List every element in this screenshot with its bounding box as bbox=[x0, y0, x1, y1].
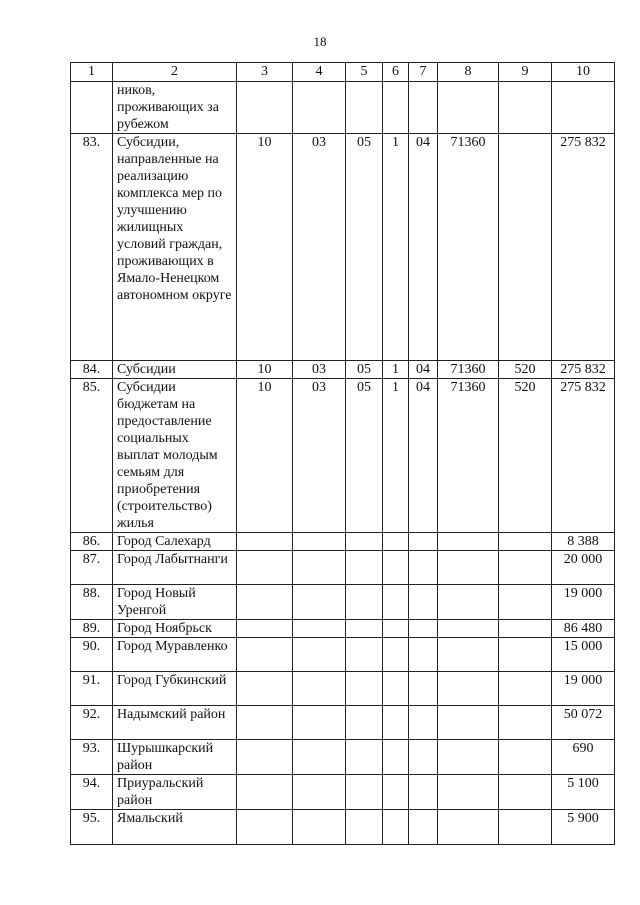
code-cell bbox=[499, 775, 552, 810]
code-cell bbox=[383, 82, 409, 134]
code-cell bbox=[346, 82, 383, 134]
code-cell bbox=[438, 638, 499, 672]
amount-cell: 5 100 bbox=[552, 775, 615, 810]
row-number-cell: 94. bbox=[71, 775, 113, 810]
code-cell bbox=[438, 82, 499, 134]
code-cell bbox=[409, 672, 438, 706]
column-header: 3 bbox=[237, 63, 293, 82]
code-cell bbox=[499, 82, 552, 134]
code-cell bbox=[438, 620, 499, 638]
code-cell bbox=[499, 672, 552, 706]
row-number-cell: 89. bbox=[71, 620, 113, 638]
table-row bbox=[71, 82, 615, 134]
row-name-cell: Субсидии, направленные на реализацию комплекса мер по улучшению жилищных условий граждан, проживающих в Ямало-Ненецком автономном округе bbox=[113, 134, 237, 361]
code-cell bbox=[383, 620, 409, 638]
code-cell bbox=[237, 706, 293, 740]
code-cell bbox=[499, 533, 552, 551]
code-cell bbox=[346, 533, 383, 551]
row-number-cell: 88. bbox=[71, 585, 113, 620]
code-cell bbox=[293, 740, 346, 775]
page-number: 18 bbox=[313, 34, 327, 49]
code-cell bbox=[346, 638, 383, 672]
code-cell bbox=[383, 672, 409, 706]
table-row bbox=[71, 533, 615, 551]
code-cell bbox=[237, 82, 293, 134]
row-name-cell: Приуральский район bbox=[113, 775, 237, 810]
code-cell: 10 bbox=[237, 134, 293, 361]
column-header: 7 bbox=[409, 63, 438, 82]
code-cell: 71360 bbox=[438, 134, 499, 361]
code-cell bbox=[293, 810, 346, 845]
code-cell bbox=[409, 585, 438, 620]
table-row bbox=[71, 134, 615, 361]
column-header: 9 bbox=[499, 63, 552, 82]
code-cell bbox=[346, 551, 383, 585]
code-cell bbox=[383, 551, 409, 585]
code-cell bbox=[237, 810, 293, 845]
code-cell bbox=[499, 620, 552, 638]
code-cell bbox=[346, 672, 383, 706]
row-number-cell: 95. bbox=[71, 810, 113, 845]
code-cell: 04 bbox=[409, 134, 438, 361]
code-cell bbox=[346, 775, 383, 810]
code-cell bbox=[383, 810, 409, 845]
code-cell bbox=[409, 620, 438, 638]
code-cell bbox=[499, 585, 552, 620]
code-cell bbox=[383, 706, 409, 740]
code-cell: 71360 bbox=[438, 379, 499, 533]
table-row bbox=[71, 379, 615, 533]
code-cell: 03 bbox=[293, 361, 346, 379]
code-cell: 71360 bbox=[438, 361, 499, 379]
column-header: 10 bbox=[552, 63, 615, 82]
code-cell bbox=[293, 638, 346, 672]
row-name-cell: Город Лабытнанги bbox=[113, 551, 237, 585]
amount-cell bbox=[552, 82, 615, 134]
code-cell bbox=[438, 810, 499, 845]
code-cell: 1 bbox=[383, 134, 409, 361]
code-cell bbox=[383, 775, 409, 810]
code-cell bbox=[293, 706, 346, 740]
code-cell bbox=[293, 672, 346, 706]
code-cell bbox=[237, 585, 293, 620]
code-cell bbox=[346, 620, 383, 638]
row-name-cell: Город Салехард bbox=[113, 533, 237, 551]
amount-cell: 19 000 bbox=[552, 585, 615, 620]
row-number-cell: 85. bbox=[71, 379, 113, 533]
row-name-cell: ников, проживающих за рубежом bbox=[113, 82, 237, 134]
code-cell: 10 bbox=[237, 379, 293, 533]
code-cell bbox=[293, 533, 346, 551]
table-row bbox=[71, 706, 615, 740]
code-cell bbox=[409, 638, 438, 672]
code-cell bbox=[237, 620, 293, 638]
amount-cell: 15 000 bbox=[552, 638, 615, 672]
row-number-cell bbox=[71, 82, 113, 134]
column-header: 1 bbox=[71, 63, 113, 82]
code-cell bbox=[383, 740, 409, 775]
code-cell bbox=[409, 551, 438, 585]
amount-cell: 275 832 bbox=[552, 361, 615, 379]
row-name-cell: Город Новый Уренгой bbox=[113, 585, 237, 620]
table-row bbox=[71, 638, 615, 672]
column-header: 6 bbox=[383, 63, 409, 82]
code-cell: 05 bbox=[346, 361, 383, 379]
row-name-cell: Надымский район bbox=[113, 706, 237, 740]
table-row bbox=[71, 740, 615, 775]
code-cell bbox=[438, 585, 499, 620]
code-cell: 1 bbox=[383, 379, 409, 533]
code-cell bbox=[346, 740, 383, 775]
table-row bbox=[71, 620, 615, 638]
header-row bbox=[71, 63, 615, 82]
amount-cell: 19 000 bbox=[552, 672, 615, 706]
row-name-cell: Ямальский bbox=[113, 810, 237, 845]
code-cell bbox=[237, 551, 293, 585]
code-cell bbox=[293, 551, 346, 585]
code-cell bbox=[409, 82, 438, 134]
code-cell: 1 bbox=[383, 361, 409, 379]
table-row bbox=[71, 361, 615, 379]
amount-cell: 20 000 bbox=[552, 551, 615, 585]
row-name-cell: Город Губкинский bbox=[113, 672, 237, 706]
amount-cell: 8 388 bbox=[552, 533, 615, 551]
code-cell bbox=[438, 551, 499, 585]
row-number-cell: 90. bbox=[71, 638, 113, 672]
code-cell bbox=[237, 775, 293, 810]
code-cell bbox=[237, 740, 293, 775]
code-cell bbox=[383, 533, 409, 551]
code-cell: 03 bbox=[293, 134, 346, 361]
code-cell bbox=[499, 638, 552, 672]
row-number-cell: 86. bbox=[71, 533, 113, 551]
row-number-cell: 93. bbox=[71, 740, 113, 775]
row-number-cell: 83. bbox=[71, 134, 113, 361]
row-number-cell: 91. bbox=[71, 672, 113, 706]
code-cell bbox=[438, 672, 499, 706]
code-cell bbox=[346, 585, 383, 620]
code-cell bbox=[409, 706, 438, 740]
table-row bbox=[71, 775, 615, 810]
code-cell bbox=[293, 775, 346, 810]
code-cell bbox=[383, 585, 409, 620]
row-number-cell: 87. bbox=[71, 551, 113, 585]
code-cell bbox=[438, 740, 499, 775]
code-cell bbox=[237, 672, 293, 706]
code-cell: 520 bbox=[499, 379, 552, 533]
code-cell bbox=[409, 775, 438, 810]
code-cell bbox=[499, 551, 552, 585]
code-cell bbox=[293, 620, 346, 638]
code-cell bbox=[293, 585, 346, 620]
table-row bbox=[71, 810, 615, 845]
row-name-cell: Шурышкарский район bbox=[113, 740, 237, 775]
code-cell bbox=[383, 638, 409, 672]
row-name-cell: Город Муравленко bbox=[113, 638, 237, 672]
row-name-cell: Субсидии бюджетам на предоставление социальных выплат молодым семьям для приобретения (строительство) жилья bbox=[113, 379, 237, 533]
amount-cell: 86 480 bbox=[552, 620, 615, 638]
amount-cell: 275 832 bbox=[552, 134, 615, 361]
code-cell: 10 bbox=[237, 361, 293, 379]
code-cell bbox=[409, 810, 438, 845]
row-number-cell: 84. bbox=[71, 361, 113, 379]
code-cell: 05 bbox=[346, 379, 383, 533]
table-row bbox=[71, 672, 615, 706]
amount-cell: 275 832 bbox=[552, 379, 615, 533]
code-cell bbox=[438, 533, 499, 551]
code-cell bbox=[409, 740, 438, 775]
code-cell bbox=[438, 775, 499, 810]
column-header: 2 bbox=[113, 63, 237, 82]
code-cell bbox=[346, 706, 383, 740]
code-cell bbox=[438, 706, 499, 740]
amount-cell: 5 900 bbox=[552, 810, 615, 845]
code-cell bbox=[499, 706, 552, 740]
code-cell bbox=[499, 810, 552, 845]
code-cell bbox=[293, 82, 346, 134]
code-cell bbox=[499, 740, 552, 775]
column-header: 4 bbox=[293, 63, 346, 82]
code-cell bbox=[237, 533, 293, 551]
budget-table bbox=[70, 62, 615, 845]
code-cell: 05 bbox=[346, 134, 383, 361]
code-cell: 520 bbox=[499, 361, 552, 379]
table-row bbox=[71, 551, 615, 585]
code-cell: 04 bbox=[409, 379, 438, 533]
column-header: 5 bbox=[346, 63, 383, 82]
amount-cell: 50 072 bbox=[552, 706, 615, 740]
code-cell: 04 bbox=[409, 361, 438, 379]
column-header: 8 bbox=[438, 63, 499, 82]
amount-cell: 690 bbox=[552, 740, 615, 775]
row-name-cell: Субсидии bbox=[113, 361, 237, 379]
row-name-cell: Город Ноябрьск bbox=[113, 620, 237, 638]
table-row bbox=[71, 585, 615, 620]
code-cell bbox=[409, 533, 438, 551]
code-cell: 03 bbox=[293, 379, 346, 533]
code-cell bbox=[346, 810, 383, 845]
code-cell bbox=[237, 638, 293, 672]
row-number-cell: 92. bbox=[71, 706, 113, 740]
code-cell bbox=[499, 134, 552, 361]
